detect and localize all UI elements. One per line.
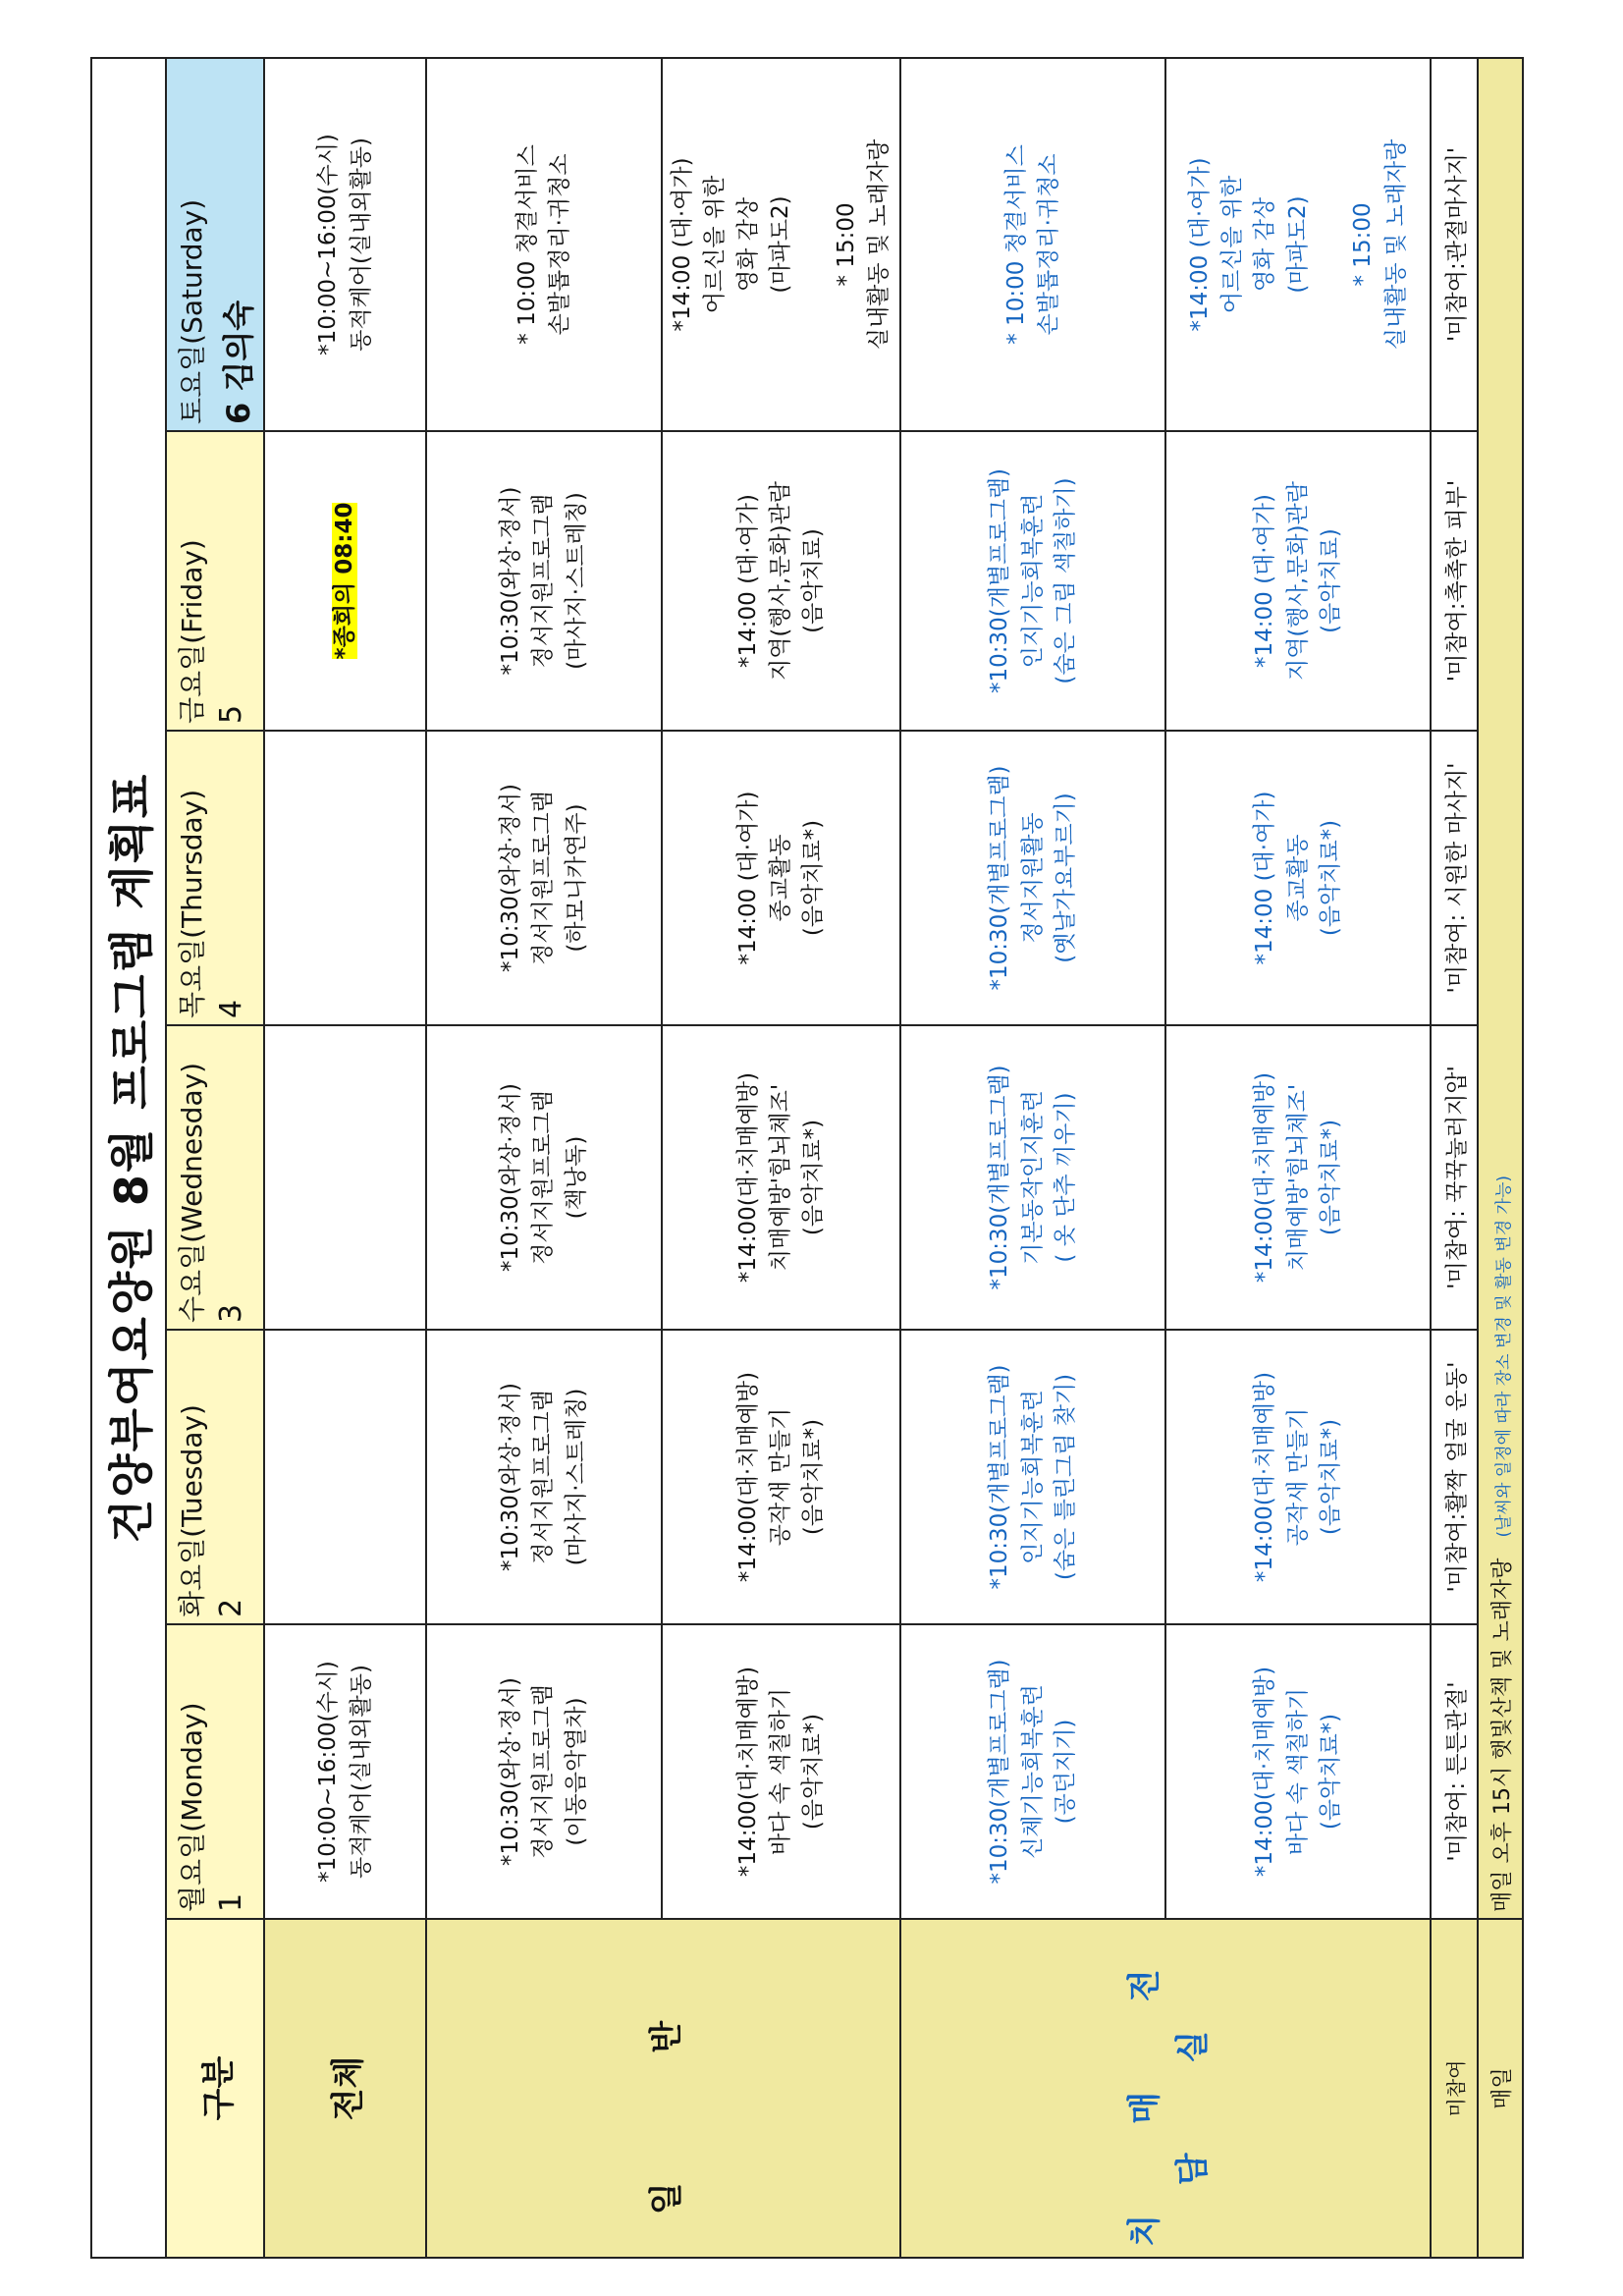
dementia-pm-wed: *14:00(대·치매예방) 치매예방'힘뇌체조' (음악치료*) [1165,1025,1431,1330]
header-gubun: 구분 [166,1919,264,2258]
row-label-general: 일 반 [426,1919,900,2258]
day-name: 토요일(Saturday) [176,198,208,424]
dementia-am-sat: * 10:00 청결서비스 손발톱정리·귀청소 [900,58,1165,431]
maeil-note: (날씨와 일정에 따라 장소 변경 및 활동 변경 가능) [1493,1175,1514,1538]
day-header-saturday [166,58,264,431]
general-am-mon: *10:30(와상·정서) 정서지원프로그램 (이동음악열차) [426,1624,662,1919]
general-am-fri: *10:30(와상·정서) 정서지원프로그램 (마사지·스트레칭) [426,431,662,731]
micham-sat: '미참여:관절마사지' [1431,58,1478,431]
micham-wed: '미참여: 꾹꾹눌러지압' [1431,1025,1478,1330]
day-header-friday [166,431,264,731]
jeonche-cell-fri [264,431,426,731]
jeonche-cell-mon: *10:00~16:00(수시) 동적케어(실내외활동) [264,1624,426,1919]
page-title: 건양부여요양원 8월 프로그램 계획표 [91,58,166,2258]
day-header-thursday [166,731,264,1025]
schedule-table [90,57,1524,2259]
dementia-pm-thu: *14:00 (대·여가) 종교활동 (음악치료*) [1165,731,1431,1025]
day-name: 월요일(Monday) [176,1702,208,1912]
row-label-dementia: 치 매 전 담 실 [900,1919,1431,2258]
meeting-highlight: *종회의 08:40 [331,502,357,660]
dementia-am-tue: *10:30(개별프로그램) 인지기능회복훈련 (숨은 틀린그림 찾기) [900,1330,1165,1624]
dementia-am-mon: *10:30(개별프로그램) 신체기능회복훈련 (공던지기) [900,1624,1165,1919]
micham-thu: '미참여: 시원한 마사지' [1431,731,1478,1025]
dementia-pm-mon: *14:00(대·치매예방) 바다 속 색칠하기 (음악치료*) [1165,1624,1431,1919]
general-pm-thu: *14:00 (대·여가) 종교활동 (음악치료*) [662,731,900,1025]
general-pm-wed: *14:00(대·치매예방) 치매예방'힘뇌체조' (음악치료*) [662,1025,900,1330]
day-header-wednesday [166,1025,264,1330]
micham-fri: '미참여:촉촉한 피부' [1431,431,1478,731]
dementia-pm-fri: *14:00 (대·여가) 지역(행사,문화)관람 (음악치료) [1165,431,1431,731]
dementia-am-thu: *10:30(개별프로그램) 정서지원활동 (옛날가요부르기) [900,731,1165,1025]
general-am-thu: *10:30(와상·정서) 정서지원프로그램 (하모니카연주) [426,731,662,1025]
day-name: 금요일(Friday) [176,539,208,724]
day-header-tuesday [166,1330,264,1624]
dementia-pm-sat: *14:00 (대·여가) 어르신을 위한 영화 감상 (마파도2) * 15:00 실내활동 및 노래자랑 [1165,58,1431,431]
general-pm-sat: *14:00 (대·여가) 어르신을 위한 영화 감상 (마파도2) * 15:00 실내활동 및 노래자랑 [662,58,900,431]
row-label-micham: 미참여 [1431,1919,1478,2258]
day-date: 6 김의숙 [220,300,257,424]
dementia-am-fri: *10:30(개별프로그램) 인지기능회복훈련 (숨은 그림 색칠하기) [900,431,1165,731]
day-date: 5 [214,704,248,724]
general-pm-tue: *14:00(대·치매예방) 공작새 만들기 (음악치료*) [662,1330,900,1624]
maeil-text: 매일 오후 15시 햇빛산책 및 노래자랑 [1489,1558,1515,1912]
day-date: 4 [214,999,248,1018]
dementia-am-wed: *10:30(개별프로그램) 기본동작인지훈련 ( 옷 단추 끼우기) [900,1025,1165,1330]
maeil-row [1478,58,1523,1919]
general-pm-mon: *14:00(대·치매예방) 바다 속 색칠하기 (음악치료*) [662,1624,900,1919]
general-am-wed: *10:30(와상·정서) 정서지원프로그램 (책낭독) [426,1025,662,1330]
jeonche-cell-wed [264,1025,426,1330]
micham-mon: '미참여: 튼튼관절' [1431,1624,1478,1919]
micham-tue: '미참여:활짝 얼굴 운동' [1431,1330,1478,1624]
general-am-tue: *10:30(와상·정서) 정서지원프로그램 (마사지·스트레칭) [426,1330,662,1624]
day-date: 3 [214,1303,248,1323]
general-pm-fri: *14:00 (대·여가) 지역(행사,문화)관람 (음악치료) [662,431,900,731]
jeonche-cell-thu [264,731,426,1025]
day-name: 수요일(Wednesday) [176,1062,208,1323]
general-am-sat: * 10:00 청결서비스 손발톱정리·귀청소 [426,58,662,431]
day-name: 화요일(Tuesday) [176,1404,208,1617]
day-header-monday [166,1624,264,1919]
day-date: 2 [214,1598,248,1617]
dementia-pm-tue: *14:00(대·치매예방) 공작새 만들기 (음악치료*) [1165,1330,1431,1624]
day-date: 1 [214,1892,248,1912]
row-label-maeil: 매일 [1478,1919,1523,2258]
schedule-page [90,59,1514,2259]
jeonche-cell-sat: *10:00~16:00(수시) 동적케어(실내외활동) [264,58,426,431]
day-name: 목요일(Thursday) [176,789,208,1018]
jeonche-cell-tue [264,1330,426,1624]
row-label-jeonche: 전체 [264,1919,426,2258]
